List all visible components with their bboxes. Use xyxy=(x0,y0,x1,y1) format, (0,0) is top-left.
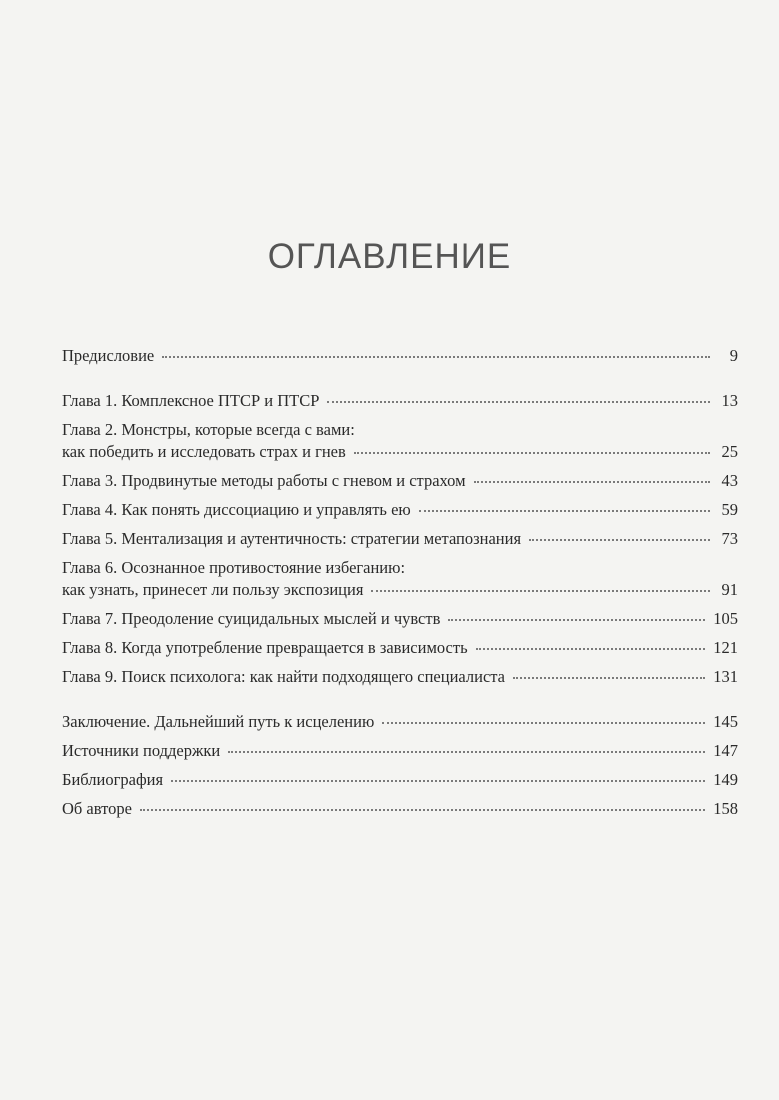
toc-entry xyxy=(62,666,738,688)
page-number: 105 xyxy=(713,609,738,628)
page-title: ОГЛАВЛЕНИЕ xyxy=(267,237,512,277)
entry-title: Глава 3. Продвинутые методы работы с гневом и страхом xyxy=(62,471,466,490)
toc-entry xyxy=(62,798,738,820)
entry-title: Предисловие xyxy=(62,346,155,365)
toc-entry xyxy=(62,711,738,733)
dot-leader xyxy=(354,452,710,454)
toc-entry xyxy=(62,637,738,659)
entry-row xyxy=(62,441,738,463)
entry-row xyxy=(62,740,738,762)
entry-row xyxy=(62,470,738,492)
dot-leader xyxy=(474,481,710,483)
dot-leader xyxy=(228,751,705,753)
entry-title: Глава 7. Преодоление суицидальных мыслей и чувств xyxy=(62,609,441,628)
dot-leader xyxy=(382,722,705,724)
dot-leader xyxy=(448,619,705,621)
table-of-contents xyxy=(62,345,738,827)
entry-title: Об авторе xyxy=(62,799,132,818)
group-spacer xyxy=(62,695,738,711)
page-number: 25 xyxy=(721,442,738,461)
toc-entry xyxy=(62,419,738,463)
entry-row xyxy=(62,711,738,733)
dot-leader xyxy=(529,539,710,541)
toc-entry xyxy=(62,390,738,412)
page-number: 59 xyxy=(721,500,738,519)
page-number: 145 xyxy=(713,712,738,731)
page-number: 73 xyxy=(721,529,738,548)
entry-row xyxy=(62,608,738,630)
page-number: 147 xyxy=(713,741,738,760)
entry-row xyxy=(62,666,738,688)
entry-row xyxy=(62,579,738,601)
page-number: 158 xyxy=(713,799,738,818)
page-number: 9 xyxy=(729,346,738,365)
page-number: 43 xyxy=(721,471,738,490)
toc-entry xyxy=(62,345,738,367)
page-number: 131 xyxy=(713,667,738,686)
toc-entry xyxy=(62,740,738,762)
entry-title: Глава 5. Ментализация и аутентичность: стратегии метапознания xyxy=(62,529,522,548)
entry-row xyxy=(62,499,738,521)
entry-title: Библиография xyxy=(62,770,164,789)
entry-row xyxy=(62,637,738,659)
group-spacer xyxy=(62,374,738,390)
entry-title: как победить и исследовать страх и гнев xyxy=(62,442,346,461)
toc-entry xyxy=(62,499,738,521)
page-number: 149 xyxy=(713,770,738,789)
dot-leader xyxy=(371,590,710,592)
toc-entry xyxy=(62,470,738,492)
entry-title: Глава 9. Поиск психолога: как найти подходящего специалиста xyxy=(62,667,506,686)
entry-row xyxy=(62,798,738,820)
entry-title: Глава 8. Когда употребление превращается в зависимость xyxy=(62,638,468,657)
dot-leader xyxy=(327,401,710,403)
page-number: 121 xyxy=(713,638,738,657)
toc-entry xyxy=(62,557,738,601)
dot-leader xyxy=(419,510,710,512)
entry-title: как узнать, принесет ли пользу экспозиция xyxy=(62,580,364,599)
entry-row xyxy=(62,528,738,550)
entry-row xyxy=(62,345,738,367)
dot-leader xyxy=(162,356,710,358)
page-number: 13 xyxy=(721,391,738,410)
entry-title-line: Глава 2. Монстры, которые всегда с вами: xyxy=(62,420,355,439)
page-number: 91 xyxy=(721,580,738,599)
toc-entry xyxy=(62,608,738,630)
toc-entry xyxy=(62,769,738,791)
dot-leader xyxy=(513,677,705,679)
toc-entry xyxy=(62,528,738,550)
dot-leader xyxy=(476,648,706,650)
entry-title: Глава 1. Комплексное ПТСР и ПТСР xyxy=(62,391,320,410)
dot-leader xyxy=(140,809,705,811)
entry-title: Заключение. Дальнейший путь к исцелению xyxy=(62,712,375,731)
entry-row xyxy=(62,390,738,412)
entry-title: Источники поддержки xyxy=(62,741,221,760)
entry-title-line: Глава 6. Осознанное противостояние избеганию: xyxy=(62,558,406,577)
dot-leader xyxy=(171,780,705,782)
entry-row xyxy=(62,769,738,791)
entry-title: Глава 4. Как понять диссоциацию и управлять ею xyxy=(62,500,411,519)
